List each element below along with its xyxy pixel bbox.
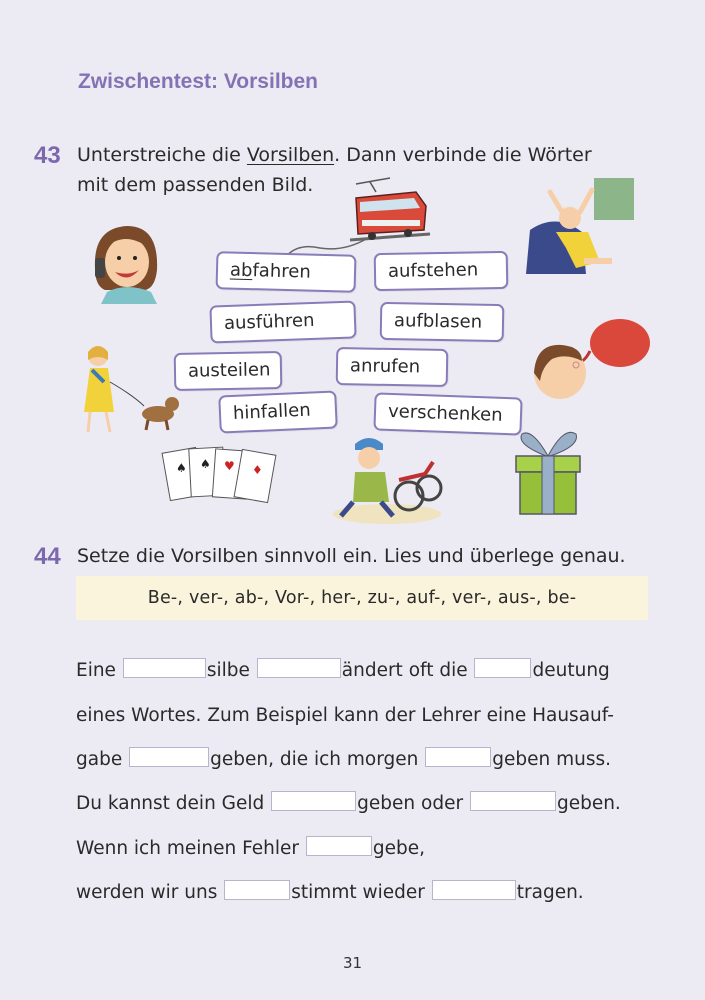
cloze-text: stimmt wieder: [291, 882, 431, 903]
cloze-text: geben, die ich morgen: [210, 749, 425, 770]
blank-field[interactable]: [470, 791, 556, 811]
cloze-text: silbe: [206, 660, 256, 681]
cloze-line-1: [76, 658, 610, 684]
word-box-hinfallen[interactable]: hinfallen: [218, 390, 338, 433]
word-box-abfahren[interactable]: [216, 251, 357, 293]
word-box-aufstehen[interactable]: aufstehen: [374, 251, 509, 291]
blank-field[interactable]: [432, 880, 516, 900]
gift-illustration: [512, 422, 584, 518]
cloze-text: gebe,: [372, 838, 425, 859]
word-rest: fahren: [252, 260, 312, 283]
cloze-text: eines Wortes. Zum Beispiel kann der Lehrer eine Hausauf-: [76, 705, 614, 726]
cloze-text: geben muss.: [492, 749, 612, 770]
word-box-verschenken[interactable]: verschenken: [373, 392, 522, 435]
task-44-number: 44: [34, 543, 61, 570]
girl-getting-up-illustration: [526, 178, 638, 278]
cloze-line-6: [76, 880, 584, 906]
word-box-anrufen[interactable]: anrufen: [336, 347, 449, 387]
task-43-instruction: [77, 140, 592, 200]
svg-text:♠: ♠: [176, 461, 187, 475]
task-44-instruction: Setze die Vorsilben sinnvoll ein. Lies und überlege genau.: [77, 545, 626, 567]
cloze-text: Wenn ich meinen Fehler: [76, 838, 305, 859]
cloze-text: gabe: [76, 749, 129, 770]
cloze-text: ändert oft die: [341, 660, 474, 681]
task-43-text-a: Unterstreiche die: [77, 144, 247, 166]
boy-balloon-illustration: [532, 315, 654, 407]
blank-field[interactable]: [224, 880, 290, 900]
page-title: Zwischentest: Vorsilben: [78, 70, 318, 93]
cloze-text: tragen.: [516, 882, 584, 903]
svg-text:♥: ♥: [224, 459, 235, 473]
task-43-underlined-word: Vorsilben: [246, 144, 335, 166]
word-box-austeilen[interactable]: austeilen: [174, 351, 283, 391]
playing-cards-illustration: [162, 442, 278, 506]
task-43-text-c: mit dem passenden Bild.: [77, 174, 314, 196]
blank-field[interactable]: [129, 747, 209, 767]
blank-field[interactable]: [425, 747, 491, 767]
blank-field[interactable]: [306, 836, 372, 856]
cloze-text: geben oder: [357, 793, 469, 814]
syllable-list: Be-, ver-, ab-, Vor-, her-, zu-, auf-, ver-, aus-, be-: [76, 576, 648, 620]
cloze-line-5: [76, 836, 425, 862]
woman-walking-dog-illustration: [78, 342, 184, 438]
cloze-text: Du kannst dein Geld: [76, 793, 271, 814]
woman-phone-illustration: [85, 218, 165, 304]
blank-field[interactable]: [271, 791, 356, 811]
boy-fallen-bike-illustration: [333, 432, 441, 524]
cloze-line-4: [76, 791, 621, 817]
word-box-ausfuehren[interactable]: ausführen: [209, 300, 356, 343]
cloze-line-2: [76, 703, 614, 729]
page-number: 31: [342, 954, 363, 972]
svg-text:♦: ♦: [252, 463, 263, 477]
cloze-line-3: [76, 747, 611, 773]
blank-field[interactable]: [257, 658, 341, 678]
task-43-text-b: . Dann verbinde die Wörter: [334, 144, 592, 166]
blank-field[interactable]: [474, 658, 531, 678]
cloze-text: Eine: [76, 660, 122, 681]
svg-text:♠: ♠: [200, 457, 211, 471]
blank-field[interactable]: [123, 658, 206, 678]
word-box-aufblasen[interactable]: aufblasen: [380, 302, 505, 342]
cloze-text: deutung: [532, 660, 610, 681]
task-43-number: 43: [34, 142, 61, 169]
cloze-text: geben.: [556, 793, 621, 814]
word-prefix-underlined: ab: [229, 259, 253, 282]
cloze-text: werden wir uns: [76, 882, 224, 903]
